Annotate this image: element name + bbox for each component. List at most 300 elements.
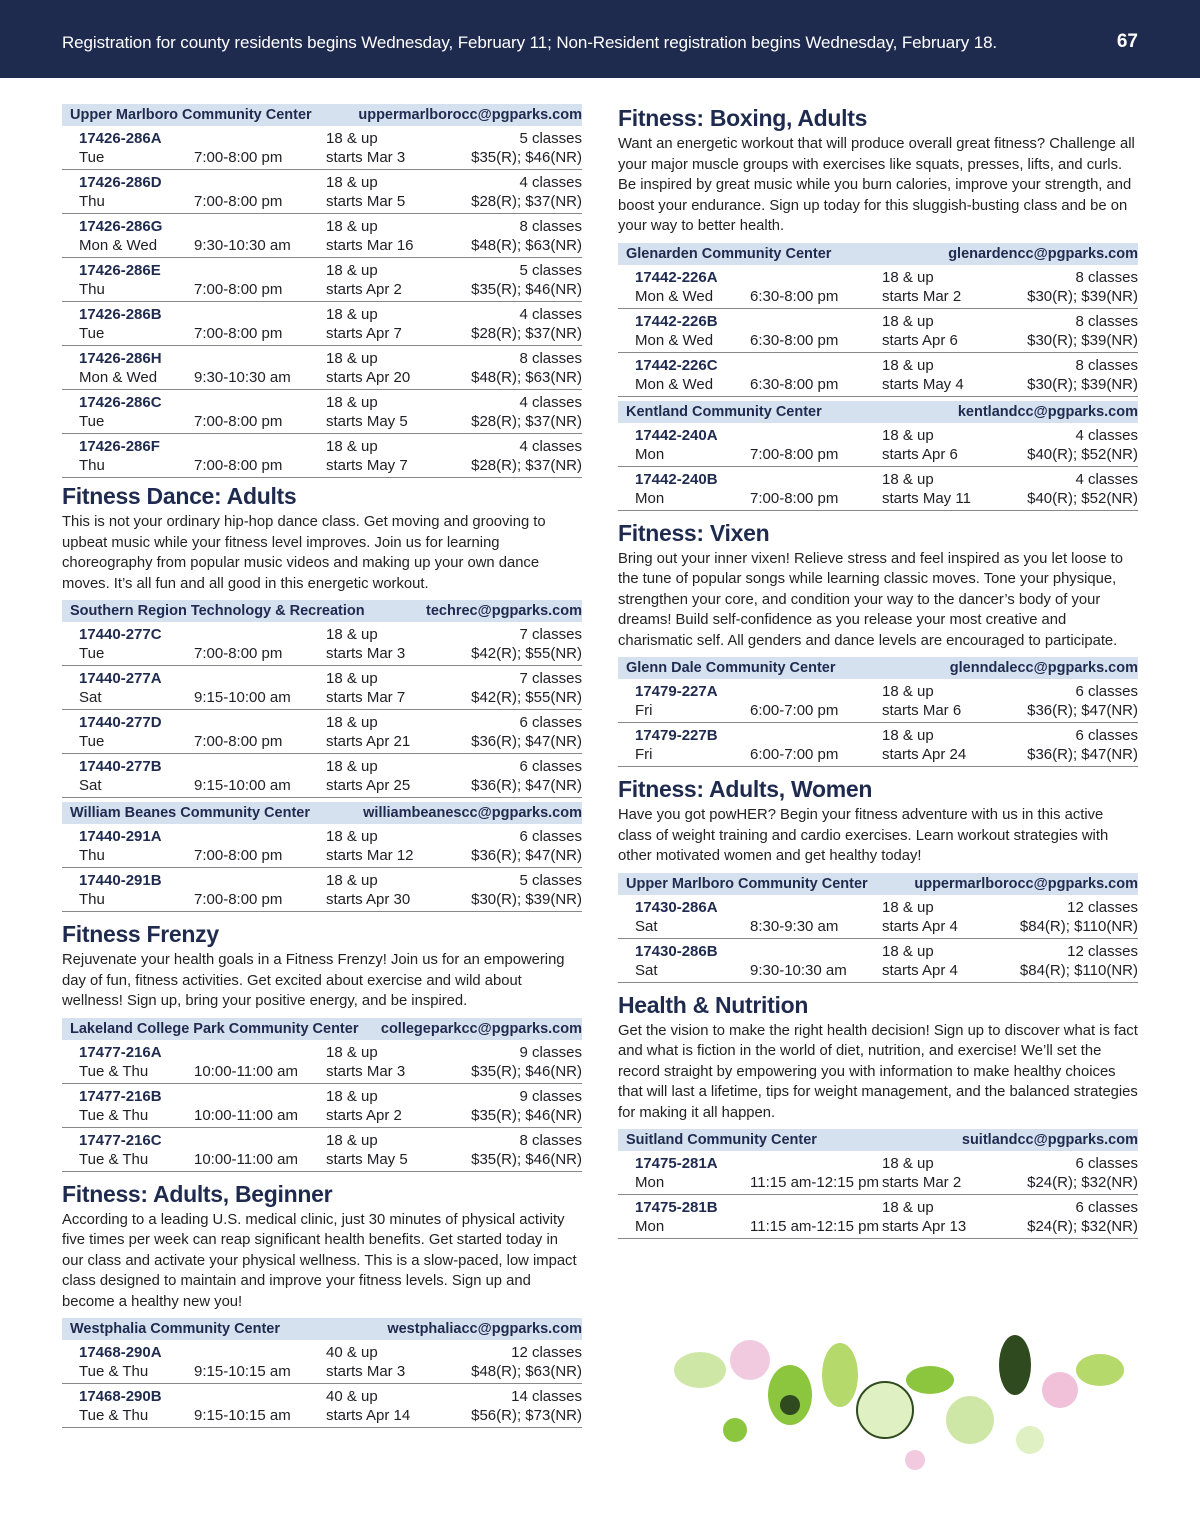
pea-pod-icon: [1076, 1354, 1124, 1386]
class-age: 18 & up: [882, 1155, 934, 1172]
class-code: 17430-286B: [635, 942, 718, 960]
class-age: 18 & up: [882, 470, 934, 488]
class-start: starts Apr 7: [326, 325, 402, 342]
class-list: [62, 1340, 582, 1428]
class-count: 9 classes: [519, 1087, 582, 1105]
class-code: 17479-227B: [635, 727, 718, 744]
class-start: starts May 5: [326, 1150, 408, 1168]
class-age: 18 & up: [882, 268, 934, 286]
class-row: [618, 1151, 1138, 1195]
venue-email[interactable]: collegeparkcc@pgparks.com: [380, 1020, 582, 1037]
left-column: [62, 104, 582, 1436]
class-fee: $40(R); $52(NR): [1027, 489, 1138, 507]
class-days: Thu: [79, 891, 105, 908]
class-code: 17426-286F: [79, 438, 160, 455]
venue-block: [62, 1018, 582, 1172]
class-time: 9:30-10:30 am: [194, 369, 291, 386]
venue-email[interactable]: williambeanescc@pgparks.com: [363, 805, 582, 821]
class-start: starts Mar 7: [326, 689, 406, 706]
tomato-icon: [857, 1382, 913, 1438]
class-age: 18 & up: [326, 438, 378, 455]
leaf-icon: [674, 1352, 726, 1388]
class-fee: $48(R); $63(NR): [471, 1363, 582, 1380]
class-list: [618, 423, 1138, 511]
class-count: 4 classes: [519, 306, 582, 323]
class-count: 5 classes: [519, 130, 582, 147]
lemon-icon: [946, 1396, 994, 1444]
cherry-icon: [905, 1450, 925, 1470]
class-row: [62, 1084, 582, 1128]
class-count: 7 classes: [519, 626, 582, 643]
class-code: 17426-286G: [79, 218, 163, 235]
class-time: 7:00-8:00 pm: [194, 645, 283, 662]
venue-name: Upper Marlboro Community Center: [70, 107, 312, 123]
class-time: 7:00-8:00 pm: [194, 457, 283, 474]
class-row: [618, 723, 1138, 767]
class-row: [62, 434, 582, 478]
class-code: 17468-290A: [79, 1344, 162, 1361]
venue-block: [62, 802, 582, 912]
class-fee: $35(R); $46(NR): [471, 1106, 582, 1124]
class-fee: $28(R); $37(NR): [471, 193, 582, 210]
class-age: 18 & up: [326, 262, 378, 279]
class-days: Fri: [635, 746, 653, 763]
venue-name: Southern Region Technology & Recreation: [70, 603, 365, 619]
class-code: 17442-240B: [635, 470, 718, 488]
class-fee: $40(R); $52(NR): [1027, 445, 1138, 463]
class-fee: $48(R); $63(NR): [471, 237, 582, 254]
class-time: 9:30-10:30 am: [750, 961, 847, 979]
class-count: 5 classes: [519, 262, 582, 279]
class-start: starts May 4: [882, 375, 964, 393]
class-list: [62, 1040, 582, 1172]
class-list: [618, 1151, 1138, 1239]
venue-email[interactable]: glenndalecc@pgparks.com: [949, 660, 1138, 676]
venue-name: Glenn Dale Community Center: [626, 660, 836, 676]
class-row: [618, 309, 1138, 353]
class-row: [618, 467, 1138, 511]
class-days: Thu: [79, 847, 105, 864]
section-description: Rejuvenate your health goals in a Fitness Frenzy! Join us for an empowering day of fun, fitness activities. Get excited about exercise and wild about wellness! Sign up, bring your positive energy, and be inspired.: [62, 952, 565, 1009]
sprout-icon: [723, 1418, 747, 1442]
venue-block: [618, 657, 1138, 767]
class-time: 7:00-8:00 pm: [194, 847, 283, 864]
class-age: 18 & up: [882, 426, 934, 444]
class-code: 17440-291B: [79, 872, 162, 889]
class-row: [62, 214, 582, 258]
class-start: starts Apr 13: [882, 1218, 967, 1235]
class-time: 6:00-7:00 pm: [750, 702, 839, 719]
decor-shapes: [674, 1335, 1124, 1470]
class-start: starts Apr 20: [326, 369, 411, 386]
section-title: Fitness: Adults, Women: [618, 776, 873, 802]
class-time: 7:00-8:00 pm: [750, 445, 839, 463]
class-code: 17440-277C: [79, 626, 162, 643]
class-fee: $56(R); $73(NR): [471, 1407, 582, 1424]
section-fitness-boxing: [618, 104, 1138, 511]
class-fee: $28(R); $37(NR): [471, 413, 582, 430]
class-fee: $48(R); $63(NR): [471, 369, 582, 386]
class-start: starts Apr 25: [326, 777, 411, 794]
class-start: starts Mar 3: [326, 1062, 406, 1080]
class-code: 17440-277B: [79, 758, 162, 775]
class-start: starts May 11: [882, 489, 971, 507]
class-start: starts Apr 4: [882, 961, 958, 979]
class-count: 4 classes: [1075, 426, 1138, 444]
class-time: 9:15-10:15 am: [194, 1363, 291, 1380]
class-fee: $30(R); $39(NR): [471, 891, 582, 908]
class-start: starts May 7: [326, 457, 408, 474]
class-count: 8 classes: [519, 350, 582, 367]
class-count: 6 classes: [1075, 683, 1138, 700]
venue-header: [62, 600, 582, 622]
venue-header: [618, 243, 1138, 265]
class-fee: $35(R); $46(NR): [471, 1150, 582, 1168]
class-days: Tue: [79, 733, 105, 750]
class-time: 9:15-10:00 am: [194, 777, 291, 794]
class-start: starts Mar 2: [882, 1174, 962, 1191]
class-start: starts Mar 16: [326, 237, 414, 254]
class-days: Tue: [79, 149, 105, 166]
class-start: starts Apr 6: [882, 331, 958, 349]
class-start: starts Apr 4: [882, 917, 958, 935]
class-row: [618, 353, 1138, 397]
section-title: Fitness Frenzy: [62, 921, 219, 947]
class-row: [62, 1340, 582, 1384]
class-start: starts Apr 2: [326, 281, 402, 298]
class-days: Mon: [635, 445, 665, 463]
class-age: 18 & up: [882, 356, 934, 374]
page-number: 67: [1116, 31, 1138, 52]
venue-email[interactable]: glenardencc@pgparks.com: [948, 245, 1138, 262]
class-days: Mon & Wed: [635, 287, 714, 305]
class-time: 8:30-9:30 am: [750, 917, 839, 935]
class-fee: $36(R); $47(NR): [471, 777, 582, 794]
venue-name: Suitland Community Center: [626, 1132, 817, 1148]
class-days: Fri: [635, 702, 653, 719]
class-list: [62, 622, 582, 798]
class-count: 4 classes: [519, 174, 582, 191]
class-days: Thu: [79, 457, 105, 474]
class-count: 12 classes: [511, 1344, 582, 1361]
venue-header: [62, 1318, 582, 1340]
venue-header: [618, 401, 1138, 423]
class-code: 17426-286H: [79, 350, 162, 367]
class-code: 17442-226B: [635, 312, 718, 330]
class-list: [618, 895, 1138, 983]
section-description: This is not your ordinary hip-hop dance class. Get moving and grooving to upbeat music while your fitness level improves. Join us for learning choreography from popular music videos and making up your own dance moves. It’s all fun and all good in this energetic workout.: [62, 514, 546, 592]
class-list: [62, 824, 582, 912]
venue-header: [62, 1018, 582, 1040]
class-days: Tue & Thu: [79, 1407, 149, 1424]
section-description: According to a leading U.S. medical clinic, just 30 minutes of physical activity five times per week can reap significant health benefits. Get started today in our class and activate your physical wellness. This is a slow-paced, low impact class designed to maintain and improve your fitness levels. Sign up and become a healthy new you!: [62, 1211, 577, 1310]
class-count: 8 classes: [1075, 312, 1138, 330]
class-age: 18 & up: [882, 1199, 934, 1216]
section-description: Have you got powHER? Begin your fitness adventure with us in this active class of weight training and cardio exercises. Learn workout strategies with other motivated women and get healthy today!: [618, 807, 1109, 864]
class-start: starts Mar 3: [326, 645, 406, 662]
class-count: 8 classes: [519, 218, 582, 235]
class-age: 18 & up: [326, 350, 378, 367]
class-age: 18 & up: [326, 626, 378, 643]
class-age: 18 & up: [882, 942, 934, 960]
class-days: Tue: [79, 325, 105, 342]
class-list: [618, 679, 1138, 767]
class-fee: $30(R); $39(NR): [1027, 287, 1138, 305]
class-code: 17479-227A: [635, 683, 718, 700]
class-days: Mon & Wed: [79, 237, 158, 254]
class-start: starts Apr 14: [326, 1407, 411, 1424]
class-row: [62, 710, 582, 754]
class-days: Sat: [635, 917, 658, 935]
class-fee: $28(R); $37(NR): [471, 457, 582, 474]
section-fitness-dance: [62, 482, 582, 912]
venue-name: Lakeland College Park Community Center: [70, 1020, 359, 1037]
venue-block: [62, 104, 582, 478]
class-time: 6:00-7:00 pm: [750, 746, 839, 763]
class-start: starts Mar 12: [326, 847, 414, 864]
class-fee: $30(R); $39(NR): [1027, 331, 1138, 349]
class-row: [62, 126, 582, 170]
class-count: 6 classes: [519, 758, 582, 775]
class-start: starts Mar 5: [326, 193, 406, 210]
class-age: 18 & up: [326, 758, 378, 775]
class-fee: $36(R); $47(NR): [1027, 746, 1138, 763]
class-start: starts Apr 24: [882, 746, 967, 763]
class-time: 7:00-8:00 pm: [194, 733, 283, 750]
class-days: Mon & Wed: [79, 369, 158, 386]
venue-email[interactable]: westphaliacc@pgparks.com: [387, 1321, 582, 1337]
class-start: starts Mar 3: [326, 1363, 406, 1380]
class-days: Mon: [635, 1174, 665, 1191]
class-days: Tue & Thu: [79, 1062, 149, 1080]
class-list: [618, 265, 1138, 397]
class-time: 7:00-8:00 pm: [194, 891, 283, 908]
venue-header: [618, 873, 1138, 895]
class-count: 6 classes: [1075, 1155, 1138, 1172]
venue-block: [62, 1318, 582, 1428]
section-title: Fitness: Vixen: [618, 519, 770, 546]
class-time: 7:00-8:00 pm: [194, 281, 283, 298]
venue-name: Westphalia Community Center: [70, 1321, 281, 1337]
class-fee: $42(R); $55(NR): [471, 645, 582, 662]
section-title: Fitness Dance: Adults: [62, 483, 297, 509]
class-row: [62, 390, 582, 434]
class-days: Mon & Wed: [635, 331, 714, 349]
section-title: Fitness: Adults, Beginner: [62, 1180, 333, 1207]
class-count: 8 classes: [1075, 268, 1138, 286]
class-count: 4 classes: [1075, 470, 1138, 488]
class-code: 17477-216B: [79, 1087, 162, 1105]
class-count: 5 classes: [519, 872, 582, 889]
class-count: 12 classes: [1067, 942, 1138, 960]
venue-header: [618, 1129, 1138, 1151]
venue-header: [62, 802, 582, 824]
class-fee: $35(R); $46(NR): [471, 281, 582, 298]
class-time: 7:00-8:00 pm: [194, 149, 283, 166]
class-code: 17430-286A: [635, 898, 718, 916]
class-time: 9:15-10:15 am: [194, 1407, 291, 1424]
class-count: 8 classes: [519, 1131, 582, 1149]
venue-email[interactable]: techrec@pgparks.com: [426, 603, 582, 619]
class-age: 18 & up: [326, 394, 378, 411]
class-count: 6 classes: [519, 714, 582, 731]
eggplant-icon: [999, 1335, 1031, 1395]
class-age: 18 & up: [326, 174, 378, 191]
section-description: Bring out your inner vixen! Relieve stress and feel inspired as you let loose to the tune of popular songs while learning classic moves. Tone your physique, strengthen your core, and condition your way to the dancer’s body of your dreams! Build self-confidence as you release your most creative and charismatic self. All genders and dance levels are encouraged to participate.: [618, 550, 1124, 649]
section-description: Want an energetic workout that will produce overall great fitness? Challenge all your major muscle groups with exercises like squats, presses, lifts, and curls. Be inspired by great music while you burn calories, improve your strength, and boost your endurance. Sign up today for this sluggish-busting class and be on your way to better health.: [618, 136, 1135, 234]
section-fitness-vixen: [618, 519, 1138, 768]
class-row: [618, 423, 1138, 467]
class-count: 12 classes: [1067, 898, 1138, 916]
class-age: 18 & up: [882, 683, 934, 700]
section-title: Health & Nutrition: [618, 991, 809, 1018]
class-fee: $30(R); $39(NR): [1027, 375, 1138, 393]
class-code: 17440-291A: [79, 828, 162, 845]
class-time: 11:15 am-12:15 pm: [750, 1218, 879, 1235]
class-row: [618, 679, 1138, 723]
class-days: Tue & Thu: [79, 1106, 149, 1124]
class-code: 17468-290B: [79, 1388, 162, 1405]
class-count: 4 classes: [519, 438, 582, 455]
class-fee: $35(R); $46(NR): [471, 149, 582, 166]
venue-header: [618, 657, 1138, 679]
class-code: 17440-277A: [79, 670, 162, 687]
section-title: Fitness: Boxing, Adults: [618, 105, 868, 131]
class-row: [62, 170, 582, 214]
class-start: starts Apr 21: [326, 733, 411, 750]
class-days: Tue & Thu: [79, 1150, 149, 1168]
class-row: [62, 666, 582, 710]
class-fee: $84(R); $110(NR): [1019, 917, 1138, 935]
class-time: 6:30-8:00 pm: [750, 287, 839, 305]
class-count: 6 classes: [1075, 1199, 1138, 1216]
section-fitness-beginner: [62, 1180, 582, 1429]
venue-name: Kentland Community Center: [626, 403, 822, 420]
venue-block: [618, 1129, 1138, 1239]
class-age: 18 & up: [326, 1131, 378, 1149]
class-fee: $84(R); $110(NR): [1019, 961, 1138, 979]
class-fee: $36(R); $47(NR): [471, 847, 582, 864]
class-row: [618, 939, 1138, 983]
class-days: Mon & Wed: [635, 375, 714, 393]
class-time: 9:15-10:00 am: [194, 689, 291, 706]
fruits-vegetables-illustration: [640, 1300, 1160, 1500]
venue-email[interactable]: suitlandcc@pgparks.com: [961, 1132, 1138, 1148]
avocado-pit-icon: [780, 1395, 800, 1415]
class-code: 17475-281B: [635, 1199, 718, 1216]
class-code: 17426-286D: [79, 174, 162, 191]
class-fee: $24(R); $32(NR): [1027, 1218, 1138, 1235]
class-age: 40 & up: [326, 1344, 378, 1361]
class-start: starts Apr 6: [882, 445, 958, 463]
class-age: 18 & up: [326, 306, 378, 323]
class-row: [62, 1040, 582, 1084]
class-fee: $42(R); $55(NR): [471, 689, 582, 706]
class-age: 18 & up: [326, 218, 378, 235]
class-age: 18 & up: [326, 1087, 378, 1105]
venue-block: [618, 401, 1138, 511]
class-code: 17426-286B: [79, 306, 162, 323]
class-age: 18 & up: [326, 130, 378, 147]
class-row: [62, 346, 582, 390]
class-start: starts May 5: [326, 413, 408, 430]
class-start: starts Apr 30: [326, 891, 411, 908]
class-count: 9 classes: [519, 1043, 582, 1061]
venue-email[interactable]: uppermarlborocc@pgparks.com: [914, 875, 1138, 892]
class-age: 18 & up: [882, 727, 934, 744]
class-count: 8 classes: [1075, 356, 1138, 374]
class-row: [62, 302, 582, 346]
section-description: Get the vision to make the right health decision! Sign up to discover what is fact and what is fiction in the world of diet, nutrition, and exercise! We’ll set the record straight by empowering you with information to make healthy choices that will last a lifetime, tips for weight management, and the balanced strategies for making it all happen.: [618, 1022, 1138, 1121]
class-code: 17477-216C: [79, 1131, 162, 1149]
class-row: [618, 895, 1138, 939]
class-time: 10:00-11:00 am: [194, 1062, 298, 1080]
section-health-nutrition: [618, 991, 1138, 1240]
venue-email[interactable]: uppermarlborocc@pgparks.com: [358, 107, 582, 123]
class-row: [62, 622, 582, 666]
class-row: [618, 1195, 1138, 1239]
class-days: Thu: [79, 281, 105, 298]
class-time: 10:00-11:00 am: [194, 1106, 298, 1124]
class-code: 17426-286A: [79, 130, 162, 147]
venue-block: [62, 600, 582, 798]
class-code: 17442-226A: [635, 268, 718, 286]
class-code: 17475-281A: [635, 1155, 718, 1172]
class-start: starts Mar 6: [882, 702, 962, 719]
class-days: Mon: [635, 489, 665, 507]
class-row: [62, 754, 582, 798]
class-start: starts Mar 2: [882, 287, 962, 305]
class-count: 14 classes: [511, 1388, 582, 1405]
class-time: 6:30-8:00 pm: [750, 331, 839, 349]
class-row: [62, 824, 582, 868]
class-fee: $28(R); $37(NR): [471, 325, 582, 342]
class-row: [618, 265, 1138, 309]
class-time: 7:00-8:00 pm: [750, 489, 839, 507]
class-count: 6 classes: [1075, 727, 1138, 744]
class-fee: $36(R); $47(NR): [471, 733, 582, 750]
class-days: Tue: [79, 645, 105, 662]
class-fee: $35(R); $46(NR): [471, 1062, 582, 1080]
class-row: [62, 868, 582, 912]
class-age: 18 & up: [882, 898, 934, 916]
class-time: 6:30-8:00 pm: [750, 375, 839, 393]
class-row: [62, 1384, 582, 1428]
class-days: Tue & Thu: [79, 1363, 149, 1380]
class-code: 17440-277D: [79, 714, 162, 731]
venue-email[interactable]: kentlandcc@pgparks.com: [957, 403, 1138, 420]
class-row: [62, 258, 582, 302]
class-age: 18 & up: [882, 312, 934, 330]
class-count: 6 classes: [519, 828, 582, 845]
class-code: 17477-216A: [79, 1043, 162, 1061]
registration-notice: Registration for county residents begins Wednesday, February 11; Non-Resident registration begins Wednesday, February 18.: [62, 33, 998, 52]
class-count: 4 classes: [519, 394, 582, 411]
class-fee: $36(R); $47(NR): [1027, 702, 1138, 719]
pineapple-icon: [822, 1343, 858, 1407]
class-age: 40 & up: [326, 1388, 378, 1405]
class-code: 17426-286C: [79, 394, 162, 411]
class-days: Thu: [79, 193, 105, 210]
class-code: 17426-286E: [79, 262, 161, 279]
fish-icon: [906, 1366, 954, 1394]
class-time: 7:00-8:00 pm: [194, 413, 283, 430]
venue-block: [618, 873, 1138, 983]
class-time: 9:30-10:30 am: [194, 237, 291, 254]
class-age: 18 & up: [326, 670, 378, 687]
section-fitness-frenzy: [62, 920, 582, 1172]
radish-icon: [1042, 1372, 1078, 1408]
